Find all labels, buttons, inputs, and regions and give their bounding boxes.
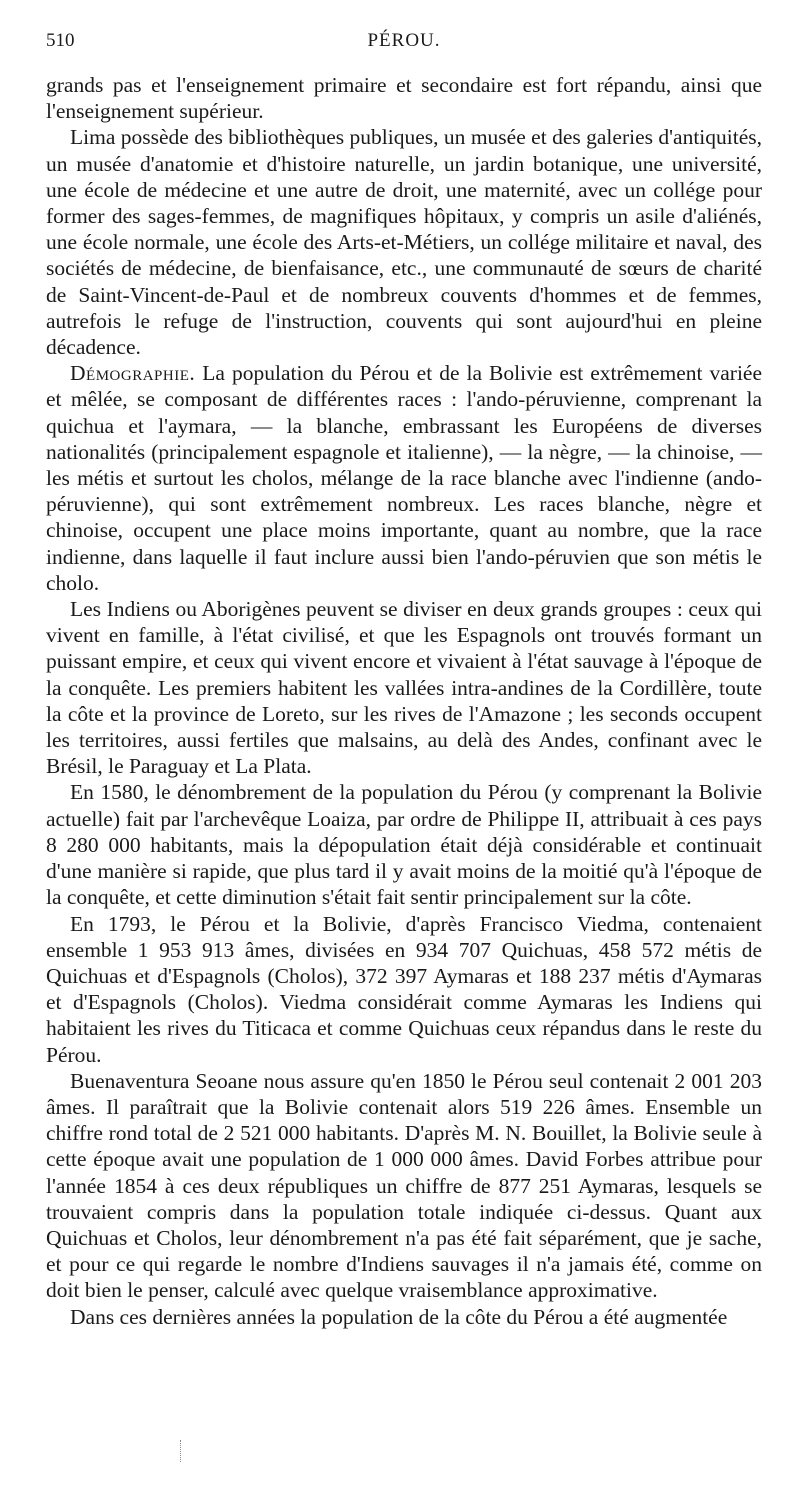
margin-mark: [180, 1440, 185, 1462]
paragraph-lima-institutions: Lima possède des bibliothèques publiques, un musée et des galeries d'antiquités, un musée d'anatomie et d'histoire naturelle, un jardin botanique, une université, une école de médecine et une autre de droit, une maternité, avec un collége pour former des sages-femmes, de magnifiques hôpitaux, y compris un asile d'aliénés, une école normale, une école des Arts-et-Métiers, un collége militaire et naval, des sociétés de médecine, de bienfaisance, etc., une communauté de sœurs de charité de Saint-Vincent-de-Paul et de nombreux couvents d'hommes et de femmes, autrefois le refuge de l'instruction, couvents qui sont aujourd'hui en pleine décadence.: [46, 125, 762, 360]
paragraph-census-1580: En 1580, le dénombrement de la population du Pérou (y comprenant la Bolivie actuelle) fait par l'archevêque Loaiza, par ordre de Philippe II, attribuait à ces pays 8 280 000 habitants, mais la dépopulation était déjà considérable et continuait d'une manière si rapide, que plus tard il y avait moins de la moitié qu'à l'époque de la conquête, et cette diminution s'était fait sentir principalement sur la côte.: [46, 780, 762, 910]
body-text: [46, 72, 762, 1330]
section-heading-demographie: Démographie.: [70, 361, 196, 386]
paragraph-census-1793: En 1793, le Pérou et la Bolivie, d'après Francisco Viedma, contenaient ensemble 1 953 913 âmes, divisées en 934 707 Quichuas, 458 572 métis de Quichuas et d'Espagnols (Cholos), 372 397 Aymaras et 188 237 métis d'Aymaras et d'Espagnols (Cholos). Viedma considérait comme Aymaras les Indiens qui habitaient les rives du Titicaca et comme Quichuas ceux répandus dans le reste du Pérou.: [46, 911, 762, 1067]
page-number: 510: [46, 30, 75, 51]
paragraph-indian-groups: Les Indiens ou Aborigènes peuvent se diviser en deux grands groupes : ceux qui vivent en famille, à l'état civilisé, et que les Espagnols ont trouvés formant un puissant empire, et ceux qui vivent encore et vivaient à l'état sauvage à l'époque de la conquête. Les premiers habitent les vallées intra-andines de la Cordillère, toute la côte et la province de Loreto, sur les rives de l'Amazone ; les seconds occupent les territoires, aussi fertiles que malsains, au delà des Andes, confinant avec le Brésil, le Paraguay et La Plata.: [46, 597, 762, 779]
page-header: [46, 30, 762, 60]
paragraph-education-continued: grands pas et l'enseignement primaire et secondaire est fort répandu, ainsi que l'enseignement supérieur.: [46, 73, 762, 124]
paragraph-census-1850: Buenaventura Seoane nous assure qu'en 1850 le Pérou seul contenait 2 001 203 âmes. Il paraîtrait que la Bolivie contenait alors 519 226 âmes. Ensemble un chiffre rond total de 2 521 000 habitants. D'après M. N. Bouillet, la Bolivie seule à cette époque avait une population de 1 000 000 âmes. David Forbes attribue pour l'année 1854 à ces deux républiques un chiffre de 877 251 Aymaras, lesquels se trouvaient compris dans la population totale indiquée ci-dessus. Quant aux Quichuas et Cholos, leur dénombrement n'a pas été fait séparément, que je sache, et pour ce qui regarde le nombre d'Indiens sauvages il n'a jamais été, comme on doit bien le penser, calculé avec quelque vraisemblance approximative.: [46, 1068, 762, 1303]
paragraph-demography-text: La population du Pérou et de la Bolivie est extrêmement variée et mêlée, se composant de différentes races : l'ando-péruvienne, comprenant la quichua et l'aymara, — la blanche, embrassant les Européens de diverses nationalités (principalement espagnole et italienne), — la nègre, — la chinoise, — les métis et surtout les cholos, mélange de la race blanche avec l'indienne (ando-péruvienne), qui sont extrêmement nombreux. Les races blanche, nègre et chinoise, occupent une place moins importante, quant au nombre, que la race indienne, dans laquelle il faut inclure aussi bien l'ando-péruvien que son métis le cholo.: [46, 361, 763, 595]
paragraph-coast-population: Dans ces dernières années la population de la côte du Pérou a été augmentée: [70, 1304, 728, 1329]
paragraph-demography: [46, 360, 762, 596]
running-title: PÉROU.: [367, 30, 441, 51]
